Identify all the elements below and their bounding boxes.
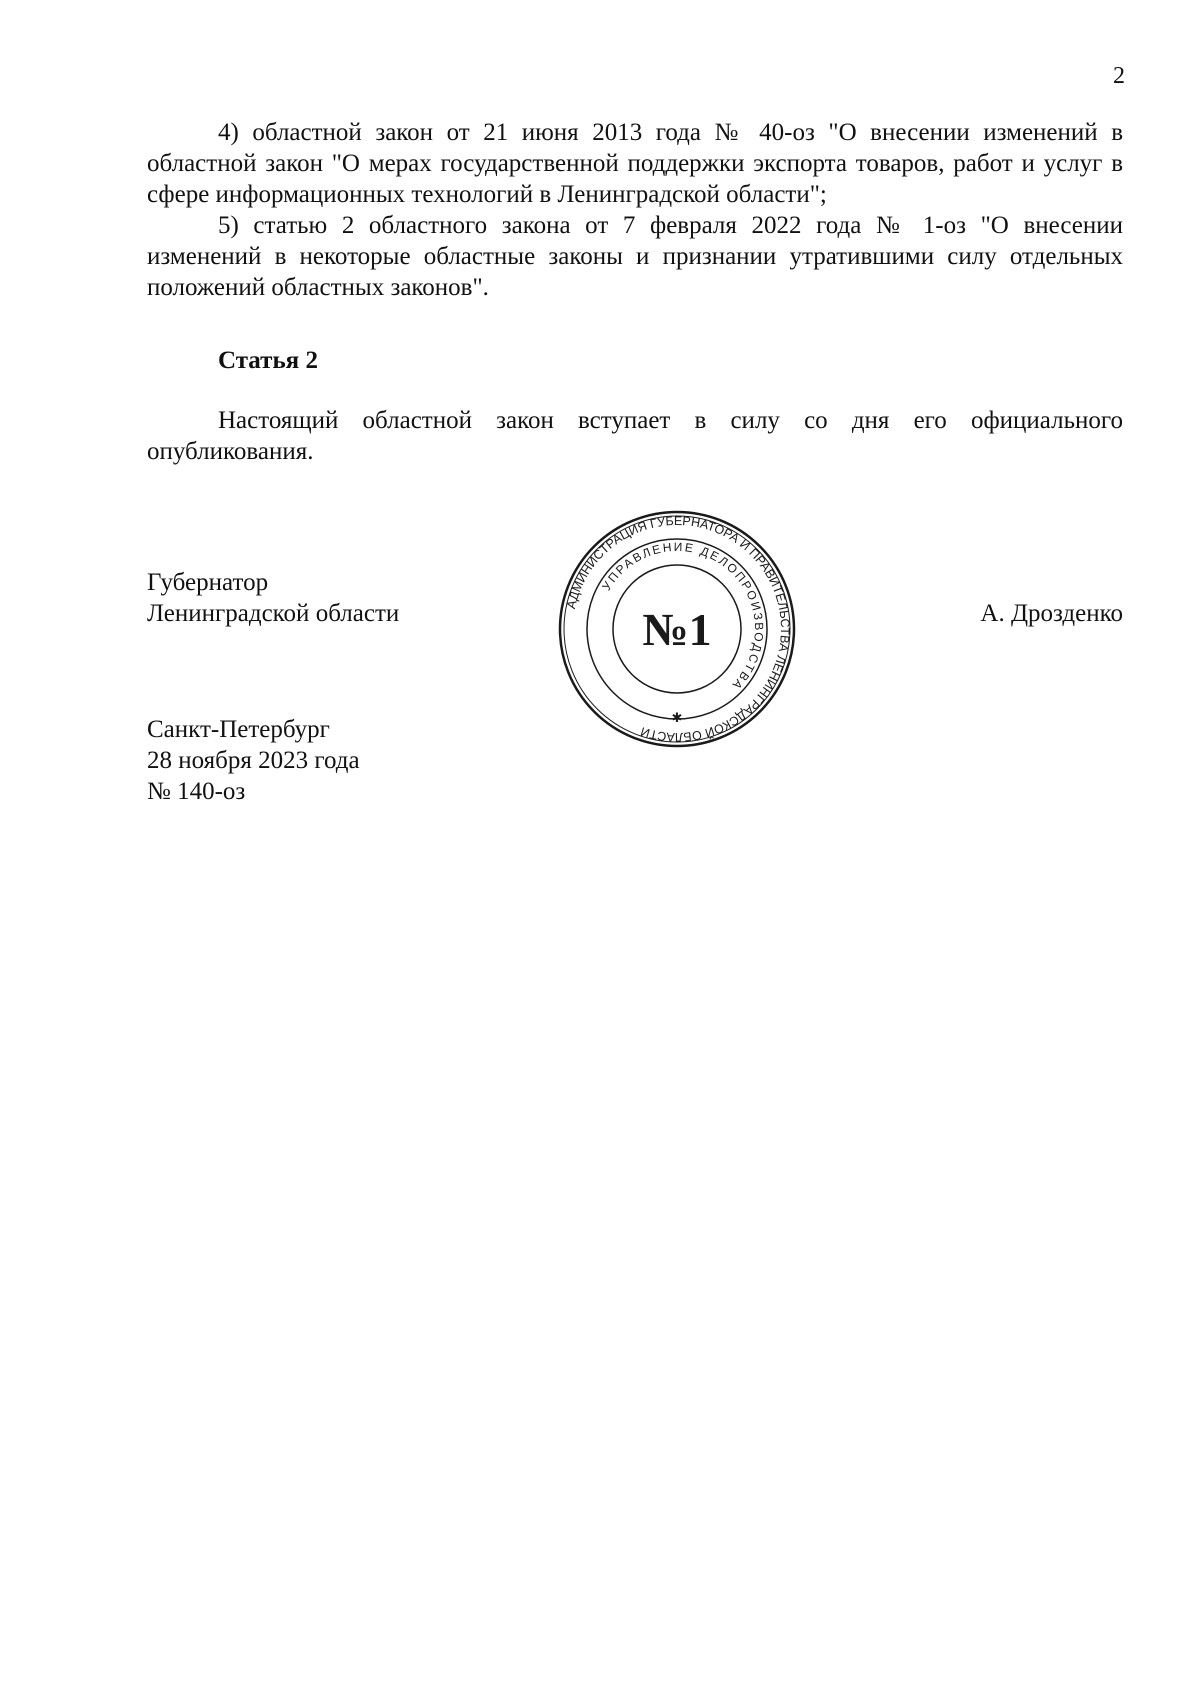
list-item-5: 5) статью 2 областного закона от 7 февраля 2022 года № 1-оз "О внесении изменений в некоторые областные законы и признании утратившими силу отдельных положений областных законов". bbox=[147, 212, 1123, 301]
seal-number: №1 bbox=[642, 604, 712, 655]
signatory-title-line1: Губернатор bbox=[147, 569, 269, 596]
seal-outer-text: АДМИНИСТРАЦИЯ ГУБЕРНАТОРА И ПРАВИТЕЛЬСТВА ЛЕНИНГРАДСКОЙ ОБЛАСТИ bbox=[564, 513, 793, 745]
page-number: 2 bbox=[1113, 63, 1125, 89]
document-footer bbox=[147, 714, 360, 807]
article-2-heading: Статья 2 bbox=[218, 347, 318, 374]
seal-inner-text: УПРАВЛЕНИЕ ДЕЛОПРОИЗВОДСТВА bbox=[599, 539, 767, 694]
list-item-4: 4) областной закон от 21 июня 2013 года № 40-оз "О внесении изменений в областной закон "О мерах государственной поддержки экспорта товаров, работ и услуг в сфере информационных технологий в Ленинградской области"; bbox=[147, 119, 1123, 208]
repealed-acts-list bbox=[147, 117, 1123, 303]
footer-city: Санкт-Петербург bbox=[147, 716, 330, 743]
official-seal bbox=[558, 510, 796, 748]
signatory-name: А. Дрозденко bbox=[980, 600, 1123, 627]
seal-graphic bbox=[558, 510, 796, 748]
signatory-title-line2: Ленинградской области bbox=[147, 600, 400, 627]
footer-law-number: № 140-оз bbox=[147, 778, 246, 805]
article-2-text: Настоящий областной закон вступает в силу со дня его официального опубликования. bbox=[147, 407, 1123, 465]
footer-date: 28 ноября 2023 года bbox=[147, 747, 360, 774]
signatory-title bbox=[147, 567, 399, 629]
seal-star-icon: ✱ bbox=[671, 710, 683, 725]
